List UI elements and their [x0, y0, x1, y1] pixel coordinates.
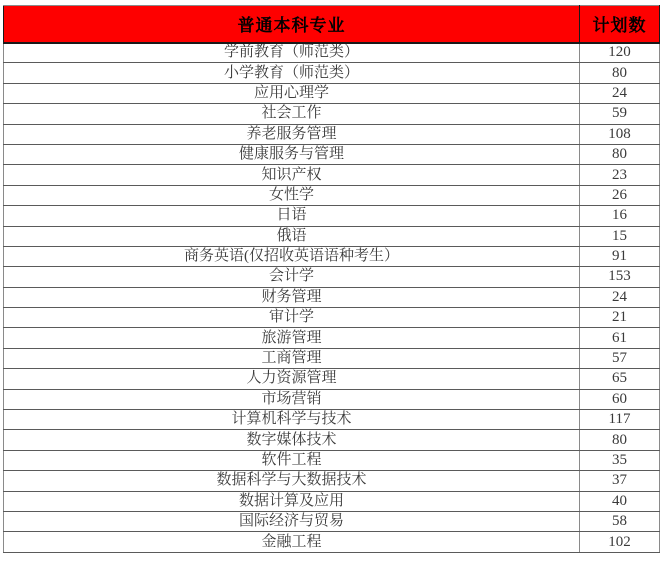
plan-cell: 35 — [580, 450, 660, 470]
plan-cell: 80 — [580, 63, 660, 83]
plan-cell: 60 — [580, 389, 660, 409]
table-row — [4, 83, 660, 103]
major-cell: 市场营销 — [4, 389, 580, 409]
plan-cell: 102 — [580, 532, 660, 552]
plan-cell: 24 — [580, 83, 660, 103]
plan-cell: 24 — [580, 287, 660, 307]
major-cell: 会计学 — [4, 267, 580, 287]
table-row — [4, 532, 660, 552]
major-cell: 计算机科学与技术 — [4, 410, 580, 430]
table-row — [4, 185, 660, 205]
major-cell: 女性学 — [4, 185, 580, 205]
plan-cell: 16 — [580, 206, 660, 226]
table-row — [4, 206, 660, 226]
plan-cell: 108 — [580, 124, 660, 144]
admission-plan-table — [3, 5, 660, 553]
major-cell: 养老服务管理 — [4, 124, 580, 144]
table-row — [4, 63, 660, 83]
plan-cell: 117 — [580, 410, 660, 430]
plan-cell: 57 — [580, 348, 660, 368]
major-cell: 数据科学与大数据技术 — [4, 471, 580, 491]
plan-cell: 120 — [580, 43, 660, 63]
major-cell: 数字媒体技术 — [4, 430, 580, 450]
major-cell: 软件工程 — [4, 450, 580, 470]
major-cell: 旅游管理 — [4, 328, 580, 348]
table-row — [4, 124, 660, 144]
header-plan-count: 计划数 — [580, 6, 660, 43]
table-row — [4, 144, 660, 164]
table-row — [4, 491, 660, 511]
plan-cell: 23 — [580, 165, 660, 185]
table-row — [4, 328, 660, 348]
table-row — [4, 43, 660, 63]
plan-cell: 91 — [580, 246, 660, 266]
header-major: 普通本科专业 — [4, 6, 580, 43]
major-cell: 国际经济与贸易 — [4, 511, 580, 531]
major-cell: 人力资源管理 — [4, 369, 580, 389]
major-cell: 应用心理学 — [4, 83, 580, 103]
plan-cell: 21 — [580, 308, 660, 328]
table-header — [4, 6, 660, 43]
table-row — [4, 410, 660, 430]
plan-cell: 61 — [580, 328, 660, 348]
major-cell: 工商管理 — [4, 348, 580, 368]
major-cell: 小学教育（师范类） — [4, 63, 580, 83]
major-cell: 知识产权 — [4, 165, 580, 185]
major-cell: 商务英语(仅招收英语语种考生） — [4, 246, 580, 266]
table-row — [4, 389, 660, 409]
plan-cell: 59 — [580, 104, 660, 124]
plan-cell: 80 — [580, 430, 660, 450]
table-row — [4, 511, 660, 531]
table-body — [4, 43, 660, 553]
plan-cell: 153 — [580, 267, 660, 287]
major-cell: 数据计算及应用 — [4, 491, 580, 511]
major-cell: 审计学 — [4, 308, 580, 328]
major-cell: 社会工作 — [4, 104, 580, 124]
table-row — [4, 165, 660, 185]
major-cell: 健康服务与管理 — [4, 144, 580, 164]
major-cell: 俄语 — [4, 226, 580, 246]
major-cell: 学前教育（师范类） — [4, 43, 580, 63]
table-row — [4, 226, 660, 246]
table-row — [4, 450, 660, 470]
table-row — [4, 104, 660, 124]
plan-cell: 15 — [580, 226, 660, 246]
table-row — [4, 471, 660, 491]
major-cell: 日语 — [4, 206, 580, 226]
table-row — [4, 369, 660, 389]
major-cell: 金融工程 — [4, 532, 580, 552]
plan-cell: 80 — [580, 144, 660, 164]
plan-cell: 58 — [580, 511, 660, 531]
major-cell: 财务管理 — [4, 287, 580, 307]
plan-cell: 65 — [580, 369, 660, 389]
header-row — [4, 6, 660, 43]
table-row — [4, 246, 660, 266]
plan-cell: 37 — [580, 471, 660, 491]
table-row — [4, 308, 660, 328]
plan-cell: 26 — [580, 185, 660, 205]
table-row — [4, 267, 660, 287]
table-row — [4, 287, 660, 307]
table-row — [4, 430, 660, 450]
plan-cell: 40 — [580, 491, 660, 511]
table-row — [4, 348, 660, 368]
